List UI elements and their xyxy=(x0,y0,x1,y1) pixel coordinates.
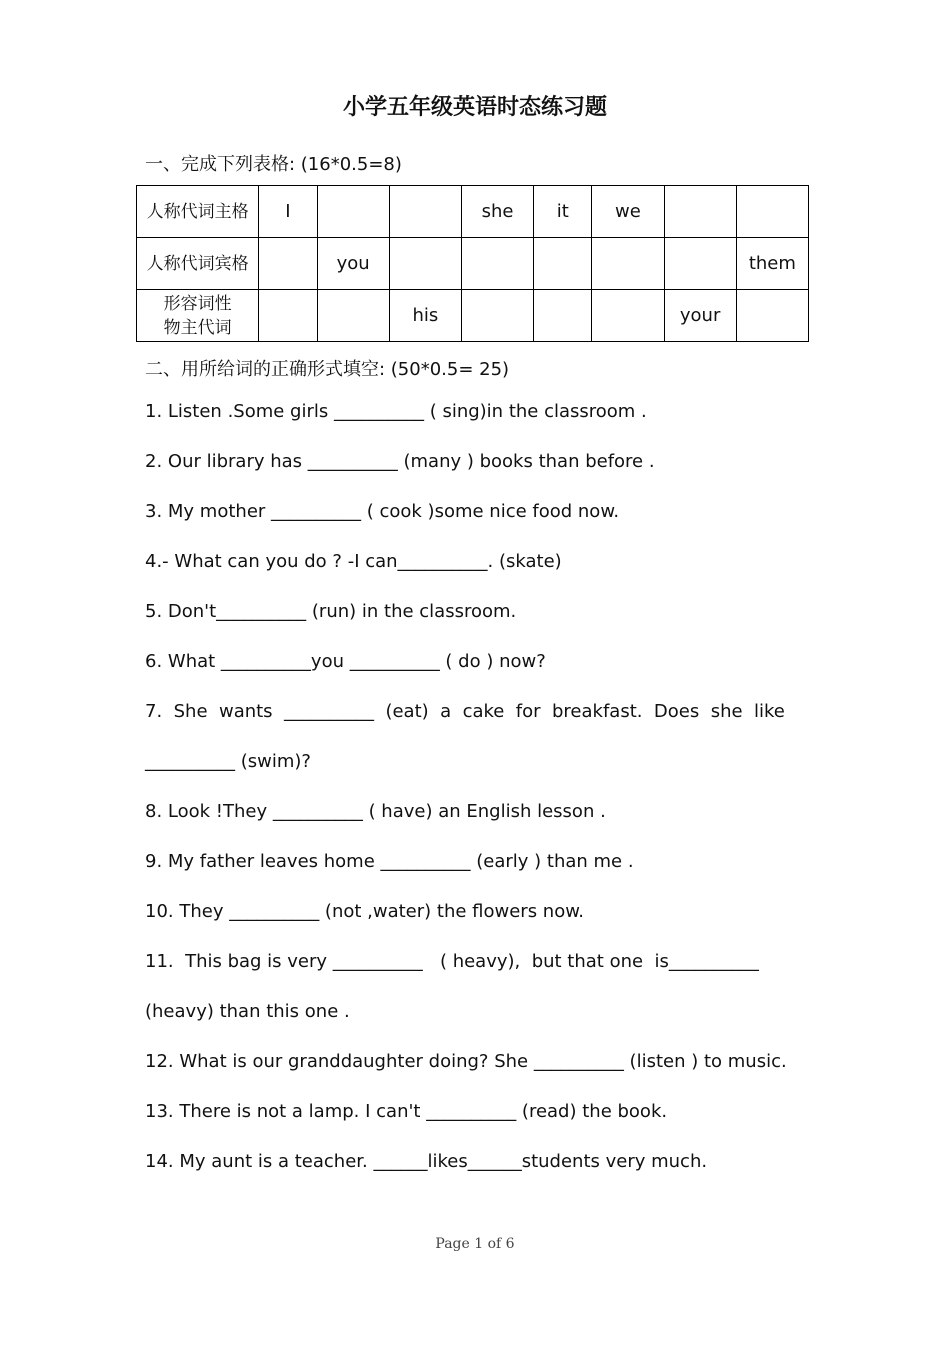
table-cell: them xyxy=(736,238,808,290)
section-1-heading: 一、完成下列表格: (16*0.5=8) xyxy=(145,154,402,175)
question-line: 11. This bag is very __________ ( heavy), but that one is__________ xyxy=(145,951,759,972)
table-cell xyxy=(259,238,317,290)
table-cell xyxy=(389,238,461,290)
table-cell: she xyxy=(461,186,533,238)
question-line: 2. Our library has __________ (many ) books than before . xyxy=(145,451,655,472)
question-line: 3. My mother __________ ( cook )some nice food now. xyxy=(145,501,620,522)
row-header-subject: 人称代词主格 xyxy=(137,186,259,238)
page-title: 小学五年级英语时态练习题 xyxy=(342,94,607,120)
question-line: 7. She wants __________ (eat) a cake for breakfast. Does she like xyxy=(145,701,785,722)
table-cell: his xyxy=(389,290,461,342)
question-line: 9. My father leaves home __________ (early ) than me . xyxy=(145,851,634,872)
row-header-possessive xyxy=(137,290,259,342)
table-cell: your xyxy=(664,290,736,342)
row-header-line: 形容词性 xyxy=(163,293,232,314)
table-cell xyxy=(259,290,317,342)
table-cell xyxy=(664,186,736,238)
table-cell xyxy=(534,238,592,290)
table-row-subject xyxy=(137,186,809,238)
question-line: 4.- What can you do ? -I can__________. (skate) xyxy=(145,551,562,572)
table-row-possessive xyxy=(137,290,809,342)
question-line: 13. There is not a lamp. I can't __________ (read) the book. xyxy=(145,1101,668,1122)
table-cell: I xyxy=(259,186,317,238)
table-cell: we xyxy=(592,186,664,238)
row-header-object: 人称代词宾格 xyxy=(137,238,259,290)
pronoun-table xyxy=(136,185,809,342)
table-cell xyxy=(461,290,533,342)
question-line: 6. What __________you __________ ( do ) now? xyxy=(145,651,546,672)
question-line: 8. Look !They __________ ( have) an English lesson . xyxy=(145,801,606,822)
table-cell xyxy=(317,290,389,342)
table-cell xyxy=(389,186,461,238)
table-cell xyxy=(317,186,389,238)
question-line: (heavy) than this one . xyxy=(145,1001,350,1022)
question-line: __________ (swim)? xyxy=(145,751,311,772)
section-2-heading: 二、用所给词的正确形式填空: (50*0.5= 25) xyxy=(145,359,510,380)
question-line: 12. What is our granddaughter doing? She __________ (listen ) to music. xyxy=(145,1051,787,1072)
table-cell xyxy=(461,238,533,290)
table-cell xyxy=(736,186,808,238)
question-line: 14. My aunt is a teacher. ______likes______students very much. xyxy=(145,1151,708,1172)
table-cell xyxy=(664,238,736,290)
table-cell xyxy=(592,290,664,342)
table-cell xyxy=(736,290,808,342)
question-line: 10. They __________ (not ,water) the flowers now. xyxy=(145,901,585,922)
table-row-object xyxy=(137,238,809,290)
table-cell: you xyxy=(317,238,389,290)
table-cell xyxy=(592,238,664,290)
row-header-line: 物主代词 xyxy=(163,317,232,338)
question-line: 1. Listen .Some girls __________ ( sing)in the classroom . xyxy=(145,401,647,422)
table-cell: it xyxy=(534,186,592,238)
question-line: 5. Don't__________ (run) in the classroom. xyxy=(145,601,517,622)
page-footer: Page 1 of 6 xyxy=(435,1236,515,1252)
table-cell xyxy=(534,290,592,342)
